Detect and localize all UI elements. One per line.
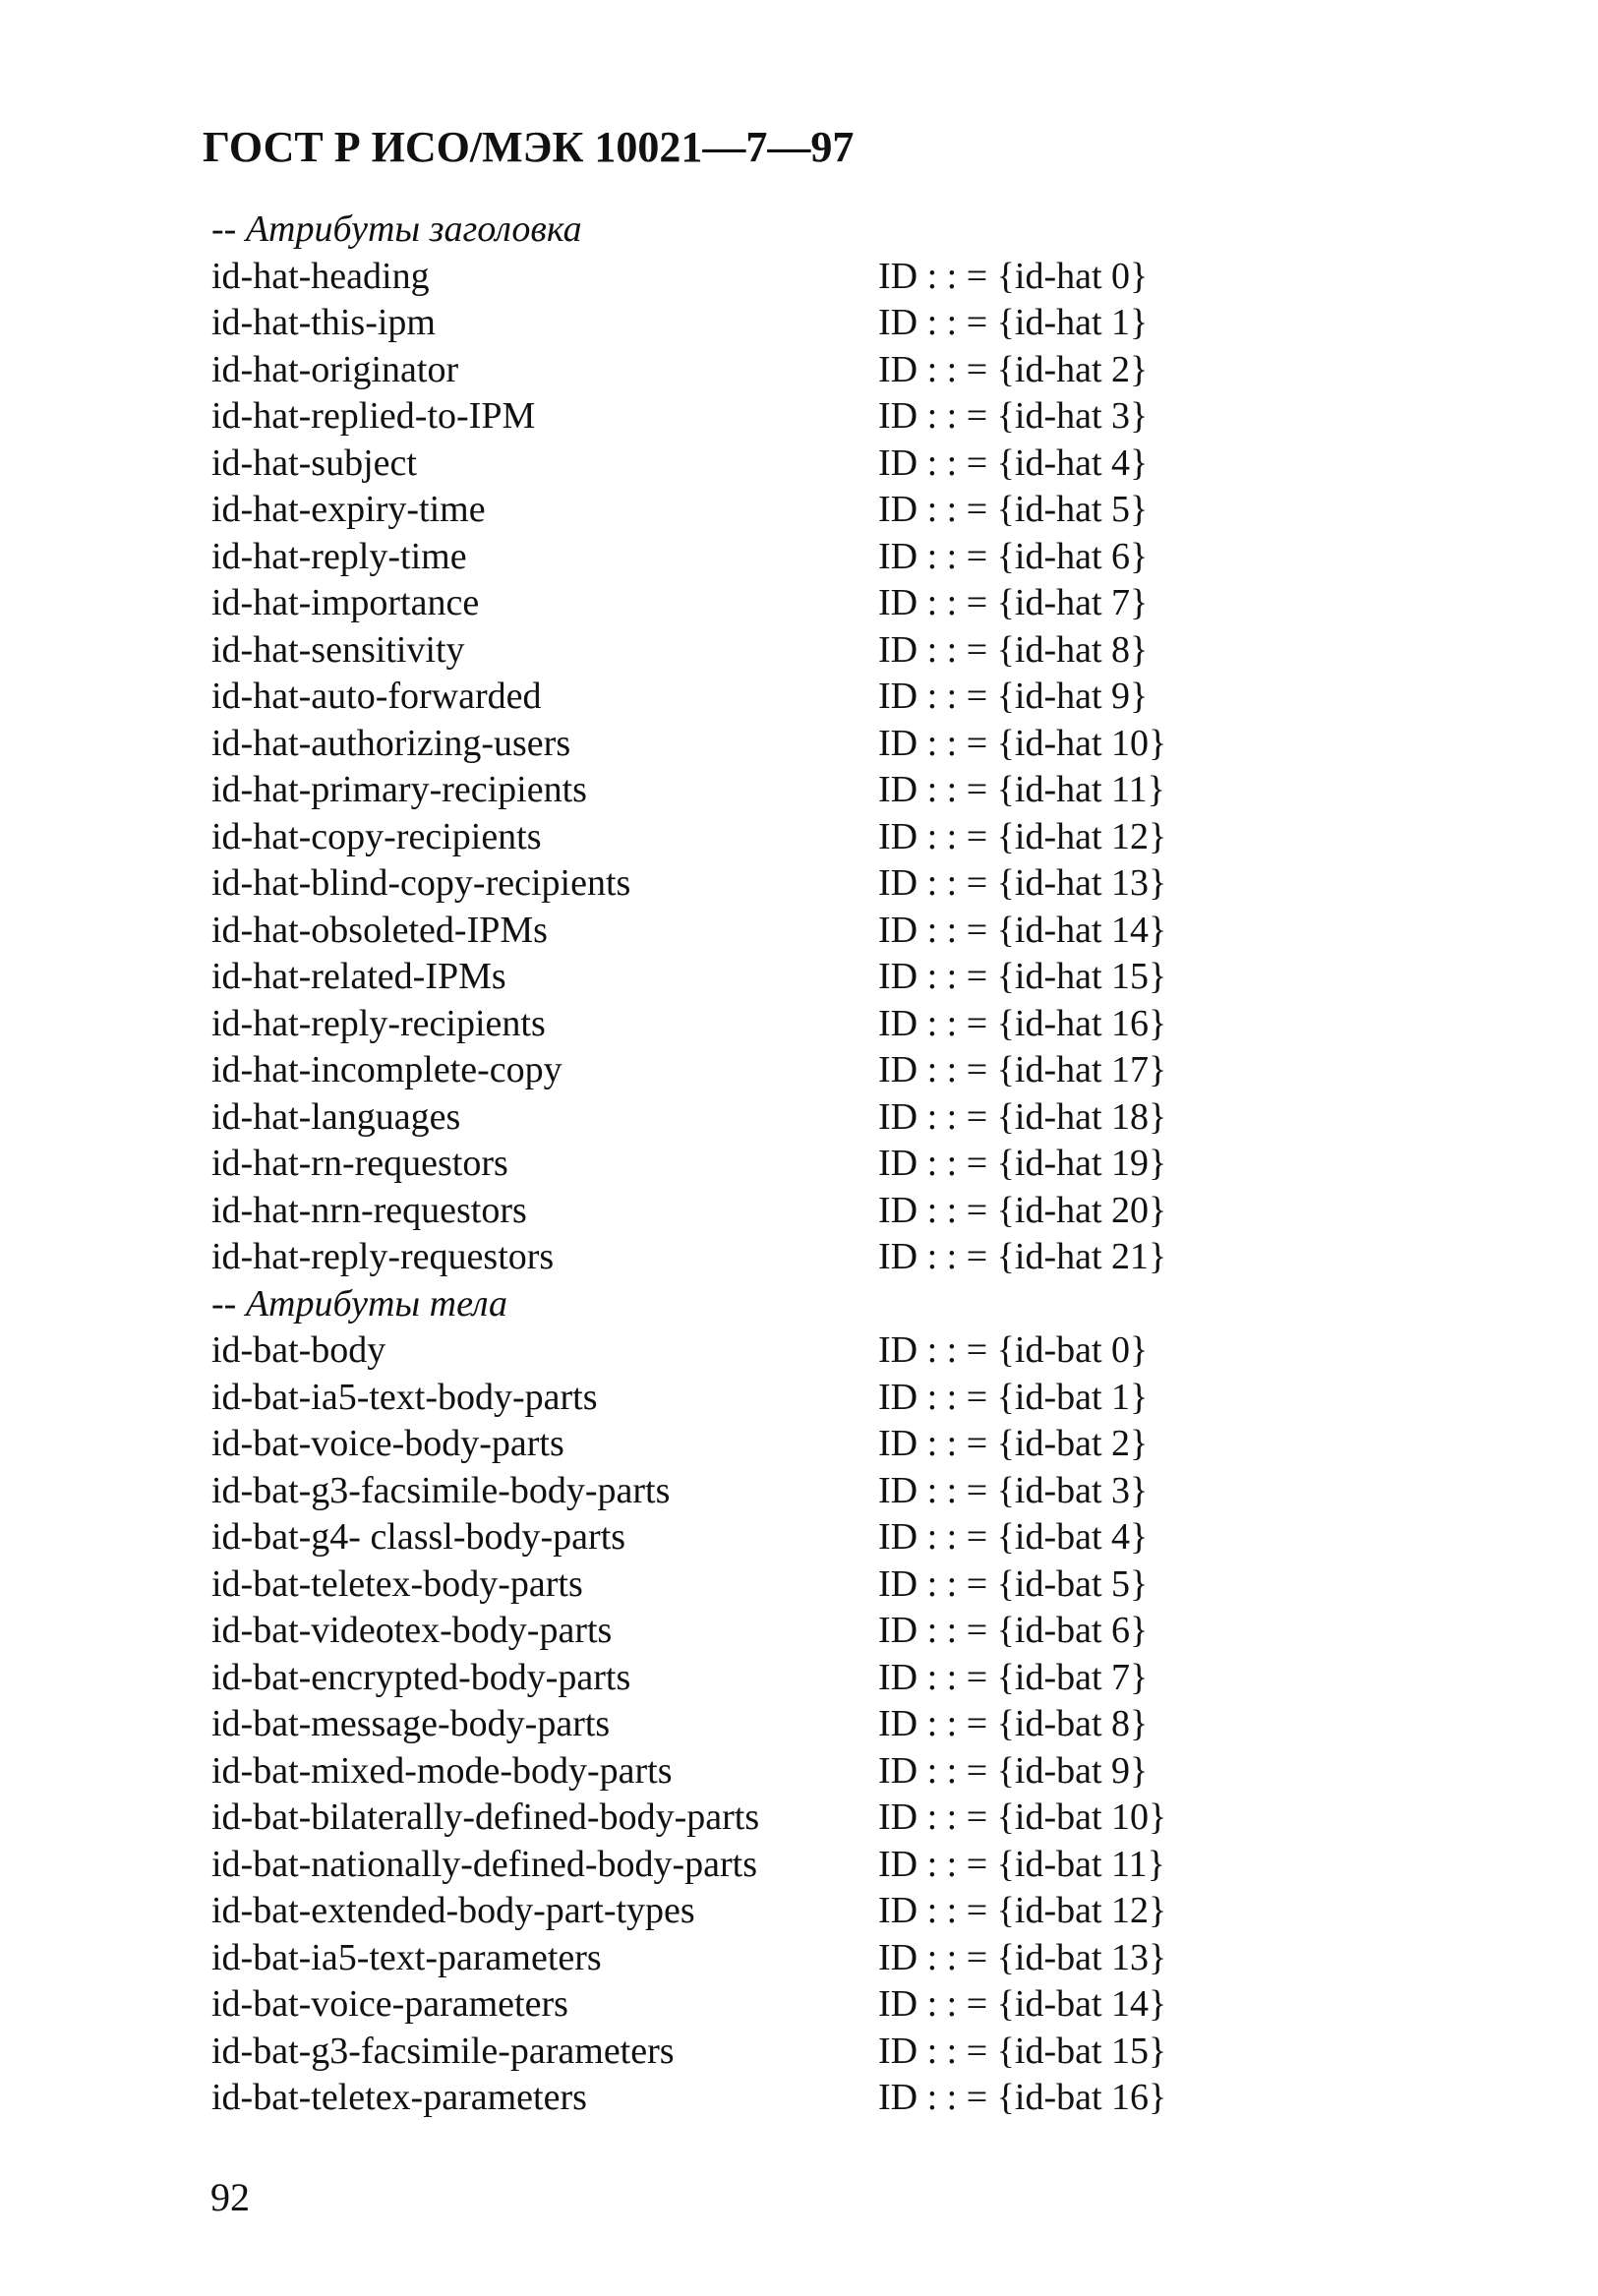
identifier-name: id-bat-ia5-text-body-parts (211, 1376, 598, 1418)
identifier-value: ID : : = {id-hat 2} (878, 348, 1149, 390)
identifier-name: id-hat-incomplete-copy (211, 1049, 562, 1090)
identifier-name: id-bat-mixed-mode-body-parts (211, 1749, 673, 1792)
identifier-name: id-bat-voice-parameters (211, 1983, 568, 2025)
identifier-name: id-hat-related-IPMs (211, 956, 506, 997)
identifier-name: id-hat-reply-recipients (211, 1002, 546, 1044)
definition-row (211, 300, 1293, 347)
page-number: 92 (210, 2175, 250, 2219)
identifier-name: id-bat-g3-facsimile-parameters (211, 2030, 675, 2072)
identifier-name: id-hat-this-ipm (211, 302, 436, 343)
definition-row (211, 1981, 1293, 2029)
definition-row (211, 1795, 1293, 1842)
identifier-value: ID : : = {id-hat 7} (878, 582, 1149, 623)
definition-row (211, 393, 1293, 441)
identifier-value: ID : : = {id-hat 12} (878, 815, 1167, 857)
identifier-value: ID : : = {id-hat 4} (878, 442, 1149, 484)
definition-row (211, 534, 1293, 581)
identifier-value: ID : : = {id-bat 3} (878, 1469, 1149, 1511)
definition-row (211, 1561, 1293, 1609)
identifier-value: ID : : = {id-bat 2} (878, 1423, 1149, 1464)
identifier-name: id-bat-g4- classl-body-parts (211, 1516, 626, 1558)
definition-row (211, 1935, 1293, 1982)
identifier-value: ID : : = {id-bat 11} (878, 1843, 1165, 1885)
definition-row (211, 1888, 1293, 1935)
definition-row (211, 1421, 1293, 1468)
identifier-value: ID : : = {id-hat 5} (878, 489, 1149, 530)
identifier-value: ID : : = {id-bat 0} (878, 1329, 1149, 1371)
definition-row (211, 627, 1293, 675)
identifier-name: id-hat-rn-requestors (211, 1143, 508, 1184)
identifier-value: ID : : = {id-hat 3} (878, 395, 1149, 437)
definition-row (211, 1188, 1293, 1235)
identifier-name: id-bat-encrypted-body-parts (211, 1656, 631, 1698)
definition-row (211, 1001, 1293, 1048)
identifier-value: ID : : = {id-hat 17} (878, 1049, 1167, 1090)
identifier-value: ID : : = {id-bat 15} (878, 2030, 1167, 2072)
identifier-name: id-bat-extended-body-part-types (211, 1890, 695, 1931)
identifier-value: ID : : = {id-bat 13} (878, 1936, 1167, 1978)
identifier-value: ID : : = {id-hat 9} (878, 676, 1149, 717)
identifier-value: ID : : = {id-bat 9} (878, 1749, 1149, 1792)
identifier-name: id-hat-copy-recipients (211, 815, 542, 857)
section-comment (211, 206, 1293, 254)
definition-row (211, 487, 1293, 534)
identifier-value: ID : : = {id-bat 12} (878, 1890, 1167, 1931)
identifier-value: ID : : = {id-bat 5} (878, 1562, 1149, 1605)
identifier-value: ID : : = {id-hat 1} (878, 302, 1149, 343)
comment-text: Атрибуты тела (245, 1282, 508, 1325)
definition-row (211, 1234, 1293, 1281)
identifier-name: id-hat-blind-copy-recipients (211, 862, 631, 904)
identifier-name: id-bat-g3-facsimile-body-parts (211, 1469, 671, 1511)
identifier-name: id-bat-bilaterally-defined-body-parts (211, 1796, 760, 1838)
identifier-name: id-hat-replied-to-IPM (211, 395, 536, 437)
definition-row (211, 1327, 1293, 1375)
identifier-name: id-bat-videotex-body-parts (211, 1610, 613, 1651)
definition-row (211, 1514, 1293, 1561)
identifier-value: ID : : = {id-hat 16} (878, 1002, 1167, 1044)
comment-dashes: -- (211, 1282, 237, 1325)
identifier-value: ID : : = {id-hat 11} (878, 769, 1165, 810)
identifier-name: id-hat-authorizing-users (211, 722, 571, 764)
identifier-value: ID : : = {id-hat 8} (878, 628, 1149, 671)
definition-row (211, 254, 1293, 301)
definition-row (211, 2029, 1293, 2076)
identifier-value: ID : : = {id-hat 19} (878, 1143, 1167, 1184)
definition-row (211, 1047, 1293, 1094)
definition-row (211, 2075, 1293, 2122)
definition-row (211, 580, 1293, 627)
definition-row (211, 767, 1293, 814)
identifier-value: ID : : = {id-bat 6} (878, 1610, 1149, 1651)
identifier-name: id-hat-importance (211, 582, 480, 623)
definition-row (211, 1094, 1293, 1142)
identifier-value: ID : : = {id-hat 0} (878, 255, 1149, 297)
definition-row (211, 674, 1293, 721)
identifier-value: ID : : = {id-bat 10} (878, 1796, 1167, 1838)
identifier-name: id-hat-expiry-time (211, 489, 486, 530)
identifier-value: ID : : = {id-hat 6} (878, 535, 1149, 577)
identifier-name: id-hat-auto-forwarded (211, 676, 542, 717)
identifier-name: id-bat-body (211, 1329, 386, 1371)
identifier-name: id-bat-ia5-text-parameters (211, 1936, 602, 1978)
definition-row (211, 908, 1293, 955)
identifier-name: id-hat-reply-requestors (211, 1236, 555, 1277)
asn1-definition-listing (211, 206, 1293, 2122)
identifier-name: id-hat-obsoleted-IPMs (211, 909, 548, 951)
page-header-title: ГОСТ Р ИСО/МЭК 10021—7—97 (203, 123, 855, 171)
identifier-name: id-hat-subject (211, 442, 417, 484)
identifier-value: ID : : = {id-hat 13} (878, 862, 1167, 904)
section-comment (211, 1281, 1293, 1328)
definition-row (211, 721, 1293, 768)
identifier-value: ID : : = {id-hat 18} (878, 1095, 1167, 1138)
definition-row (211, 347, 1293, 394)
definition-row (211, 954, 1293, 1001)
identifier-value: ID : : = {id-hat 21} (878, 1236, 1167, 1277)
definition-row (211, 1141, 1293, 1188)
identifier-value: ID : : = {id-hat 15} (878, 956, 1167, 997)
identifier-name: id-hat-reply-time (211, 535, 467, 577)
identifier-name: id-bat-teletex-body-parts (211, 1562, 583, 1605)
identifier-name: id-hat-sensitivity (211, 628, 465, 671)
identifier-name: id-hat-nrn-requestors (211, 1189, 527, 1231)
identifier-value: ID : : = {id-bat 4} (878, 1516, 1149, 1558)
definition-row (211, 860, 1293, 908)
definition-row (211, 441, 1293, 488)
identifier-value: ID : : = {id-hat 10} (878, 722, 1167, 764)
identifier-name: id-hat-languages (211, 1095, 461, 1138)
identifier-value: ID : : = {id-bat 16} (878, 2077, 1167, 2118)
identifier-value: ID : : = {id-bat 14} (878, 1983, 1167, 2025)
identifier-name: id-bat-message-body-parts (211, 1703, 611, 1744)
comment-dashes: -- (211, 208, 237, 250)
identifier-value: ID : : = {id-bat 8} (878, 1703, 1149, 1744)
identifier-name: id-hat-heading (211, 255, 430, 297)
comment-text: Атрибуты заголовка (245, 208, 582, 250)
definition-row (211, 1655, 1293, 1702)
definition-row (211, 1748, 1293, 1796)
definition-row (211, 1608, 1293, 1655)
definition-row (211, 814, 1293, 861)
definition-row (211, 1468, 1293, 1515)
identifier-name: id-bat-teletex-parameters (211, 2077, 587, 2118)
identifier-name: id-bat-nationally-defined-body-parts (211, 1843, 758, 1885)
identifier-value: ID : : = {id-hat 20} (878, 1189, 1167, 1231)
identifier-value: ID : : = {id-hat 14} (878, 909, 1167, 951)
identifier-name: id-hat-primary-recipients (211, 769, 587, 810)
identifier-name: id-bat-voice-body-parts (211, 1423, 564, 1464)
identifier-name: id-hat-originator (211, 348, 459, 390)
identifier-value: ID : : = {id-bat 1} (878, 1376, 1149, 1418)
definition-row (211, 1375, 1293, 1422)
definition-row (211, 1842, 1293, 1889)
definition-row (211, 1701, 1293, 1748)
identifier-value: ID : : = {id-bat 7} (878, 1656, 1149, 1698)
